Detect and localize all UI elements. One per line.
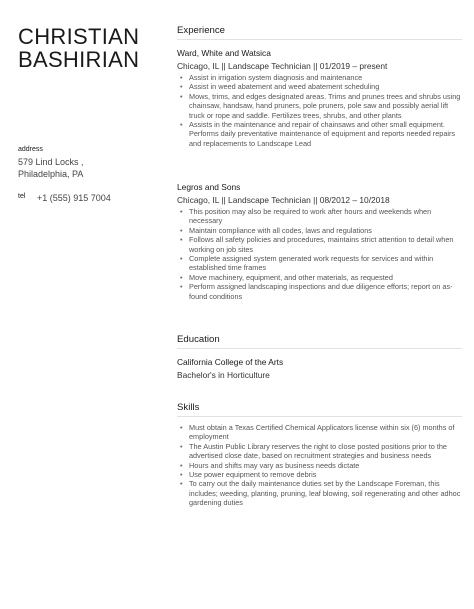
job-2-bullets [177, 207, 462, 301]
education-school: California College of the Arts [177, 357, 284, 367]
list-item: • Complete assigned system generated work requests for services and within established time frames [177, 254, 462, 273]
skills-heading: Skills [177, 402, 200, 413]
address-line-1: 579 Lind Locks , [18, 157, 84, 167]
list-item: • Follows all safety policies and procedures, maintains strict attention to detail when working on job sites [177, 235, 462, 254]
candidate-name [18, 25, 139, 71]
list-item: • This position may also be required to work after hours and weekends when necessary [177, 207, 462, 226]
tel-label: tel [18, 193, 26, 200]
candidate-first-name: CHRISTIAN [18, 24, 140, 49]
list-item: • Assists in the maintenance and repair of chainsaws and other small equipment. Performs daily preventative maintenance of equipment and reports needed repairs and replacements to Landscape Lead [177, 120, 462, 148]
list-item: • Perform assigned landscaping inspections and due diligence efforts; report on as-found conditions [177, 282, 462, 301]
skills-bullets [177, 423, 462, 508]
tel-value: +1 (555) 915 7004 [37, 193, 111, 203]
address-label: address [18, 146, 43, 153]
job-1-bullets [177, 73, 462, 148]
list-item: • To carry out the daily maintenance duties set by the Landscape Foreman, this includes; weeding, planting, pruning, leaf blowing, soil regenerating and other adhoc gardening duties [177, 479, 462, 507]
list-item: • The Austin Public Library reserves the right to close posted positions prior to the advertised close date, based on recruitment strategies and business needs [177, 442, 462, 461]
list-item: • Maintain compliance with all codes, laws and regulations [177, 226, 462, 235]
list-item: • Assist in weed abatement and weed abatement scheduling [177, 82, 462, 91]
experience-heading: Experience [177, 25, 225, 36]
list-item: • Must obtain a Texas Certified Chemical Applicators license within six (6) months of employment [177, 423, 462, 442]
list-item: • Hours and shifts may vary as business needs dictate [177, 461, 462, 470]
list-item: • Mows, trims, and edges designated areas. Trims and prunes trees and shrubs using chainsaw, handsaw, hand pruners, pole pruners, pole saw and possibly aerial lift truck or rope and saddle. Fertilizes trees, shrubs, and other plants [177, 92, 462, 120]
education-degree: Bachelor's in Horticulture [177, 370, 270, 380]
skills-divider [177, 416, 462, 417]
list-item: • Use power equipment to remove debris [177, 470, 462, 479]
list-item: • Move machinery, equipment, and other materials, as requested [177, 273, 462, 282]
job-1-company: Ward, White and Watsica [177, 48, 271, 58]
experience-divider [177, 39, 462, 40]
list-item: • Assist in irrigation system diagnosis and maintenance [177, 73, 462, 82]
address-line-2: Philadelphia, PA [18, 169, 84, 179]
candidate-last-name: BASHIRIAN [18, 47, 140, 72]
job-2-details: Chicago, IL || Landscape Technician || 08/2012 – 10/2018 [177, 195, 390, 205]
job-2-company: Legros and Sons [177, 182, 241, 192]
job-1-details: Chicago, IL || Landscape Technician || 01/2019 – present [177, 61, 388, 71]
education-divider [177, 348, 462, 349]
education-heading: Education [177, 334, 220, 345]
